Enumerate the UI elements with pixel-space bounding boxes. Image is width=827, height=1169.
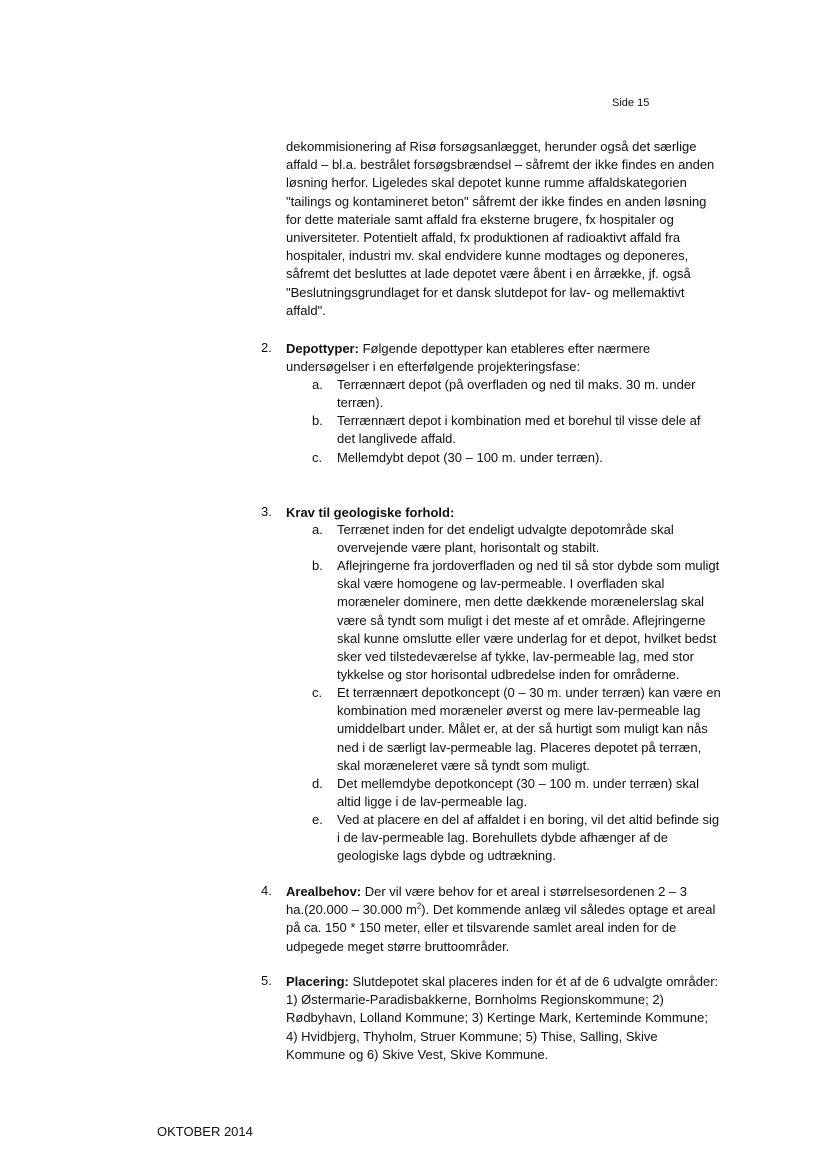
intro-paragraph [286, 138, 714, 320]
text-line: såfremt det besluttes at lade depotet være åbent i en årrække, jf. også [286, 266, 691, 282]
text-line: Terrænnært depot i kombination med et borehul til visse dele af [337, 413, 701, 428]
text-line: terræn). [337, 395, 384, 411]
text-line: Kommune og 6) Skive Vest, Skive Kommune. [286, 1046, 549, 1062]
text-line: det langlivede affald. [337, 431, 457, 447]
text-span: Følgende depottyper kan etableres efter nærmere [358, 341, 651, 356]
text-line: hospitaler, industri mv. skal endvidere kunne modtages og deponeres, [286, 248, 689, 264]
section-heading: Krav til geologiske forhold: [286, 505, 455, 520]
list-letter: a. [312, 522, 323, 537]
text-line: kombination med moræneler øverst og mere lav-permeable lag [337, 703, 701, 719]
list-letter: b. [312, 558, 323, 573]
text-line: Et terrænnært depotkoncept (0 – 30 m. under terræn) kan være en [337, 685, 721, 700]
section-number: 5. [261, 973, 272, 988]
text-line [286, 973, 718, 991]
text-line: Terrænet inden for det endeligt udvalgte depotområde skal [337, 522, 674, 537]
text-line [286, 340, 650, 358]
section-5-body [286, 973, 718, 1064]
text-line: tykkelse og stor horisontal udbredelse inden for områderne. [337, 667, 680, 683]
text-line [286, 504, 454, 522]
text-line: Rødbyhavn, Lolland Kommune; 3) Kertinge Mark, Kerteminde Kommune; [286, 1010, 708, 1026]
list-text [337, 557, 719, 684]
text-line: skal moræneleret være så tyndt som muligt. [337, 757, 590, 773]
text-span: ha.(20.000 – 30.000 m [286, 902, 417, 918]
list-text [337, 684, 721, 775]
footer-date: OKTOBER 2014 [157, 1124, 253, 1139]
list-letter: d. [312, 776, 323, 791]
text-line: Aflejringerne fra jordoverfladen og ned til så stor dybde som muligt [337, 558, 720, 573]
list-text [337, 412, 700, 448]
text-line: affald". [286, 302, 326, 318]
section-number: 4. [261, 883, 272, 898]
superscript: 2 [416, 901, 422, 911]
text-line: undersøgelser i en efterfølgende projekteringsfase: [286, 359, 581, 375]
list-text [337, 376, 695, 412]
list-text [337, 449, 603, 467]
list-text [337, 521, 674, 557]
list-text [337, 811, 719, 866]
text-line: ned i de særligt lav-permeable lag. Placeres depotet på terræn, [337, 739, 702, 755]
text-line: sker ved tilstedeværelse af tykke, lav-permeable lag, med stor [337, 649, 694, 665]
text-line: Ved at placere en del af affaldet i en boring, vil det altid befinde sig [337, 812, 720, 827]
text-line: geologiske lags dybde og udtrækning. [337, 848, 556, 864]
text-line: skal være homogene og lav-permeable. I overfladen skal [337, 576, 665, 592]
list-letter: e. [312, 812, 323, 827]
text-line: Det mellemdybe depotkoncept (30 – 100 m. under terræn) skal [337, 776, 700, 791]
text-line: dekommisionering af Risø forsøgsanlægget, herunder også det særlige [286, 139, 697, 154]
text-line: "Beslutningsgrundlaget for et dansk slutdepot for lav- og mellemaktivt [286, 284, 685, 300]
text-line: moræneler dominere, men dette dækkende morænelerslag skal [337, 594, 705, 610]
text-line: udpegede meget større bruttoområder. [286, 938, 510, 954]
text-line: på ca. 150 * 150 meter, eller et tilsvarende samlet areal inden for de [286, 920, 677, 936]
text-line [286, 883, 715, 901]
section-2-body [286, 340, 650, 376]
list-letter: c. [312, 450, 323, 465]
list-letter: a. [312, 377, 323, 392]
text-line: umiddelbart under. Målet er, at der så hurtigt som muligt kan nås [337, 721, 708, 737]
text-span: Slutdepotet skal placeres inden for ét af de 6 udvalgte områder: [348, 974, 719, 989]
text-line: være så tyndt som muligt i det meste af et område. Aflejringerne [337, 612, 706, 628]
text-line: 4) Hvidbjerg, Thyholm, Struer Kommune; 5) Thise, Salling, Skive [286, 1028, 658, 1044]
page-number: Side 15 [612, 97, 650, 109]
text-line [286, 901, 715, 919]
text-line: affald – bl.a. bestrålet forsøgsbrændsel – såfremt der ikke findes en anden [286, 157, 715, 173]
text-line: Terrænnært depot (på overfladen og ned til maks. 30 m. under [337, 377, 696, 392]
list-text [337, 775, 699, 811]
text-line: løsning herfor. Ligeledes skal depotet kunne rumme affaldskategorien [286, 175, 687, 191]
list-letter: c. [312, 685, 323, 700]
text-line: 1) Østermarie-Paradisbakkerne, Bornholms Regionskommune; 2) [286, 992, 664, 1008]
section-heading: Arealbehov: [286, 884, 362, 899]
section-heading: Placering: [286, 974, 349, 989]
section-3-body [286, 504, 454, 522]
text-line: i de lav-permeable lag. Borehullets dybde afhænger af de [337, 830, 668, 846]
section-number: 3. [261, 504, 272, 519]
section-number: 2. [261, 340, 272, 355]
section-heading: Depottyper: [286, 341, 359, 356]
text-line: universiteter. Potentielt affald, fx produktionen af radioaktivt affald fra [286, 230, 681, 246]
text-span: ). Det kommende anlæg vil således optage et areal [421, 902, 716, 918]
text-line: for dette materiale samt affald fra eksterne brugere, fx hospitaler og [286, 211, 674, 227]
section-4-body [286, 883, 715, 956]
text-span: Der vil være behov for et areal i størrelsesordenen 2 – 3 [361, 884, 688, 899]
list-letter: b. [312, 413, 323, 428]
text-line: overvejende være plant, horisontalt og stabilt. [337, 540, 600, 556]
text-line: altid ligge i de lav-permeable lag. [337, 794, 528, 810]
text-line: Mellemdybt depot (30 – 100 m. under terræn). [337, 450, 603, 465]
text-line: "tailings og kontamineret beton" såfremt der ikke findes en anden løsning [286, 193, 707, 209]
text-line: skal kunne omslutte eller være underlag for et depot, hvilket bedst [337, 630, 717, 646]
